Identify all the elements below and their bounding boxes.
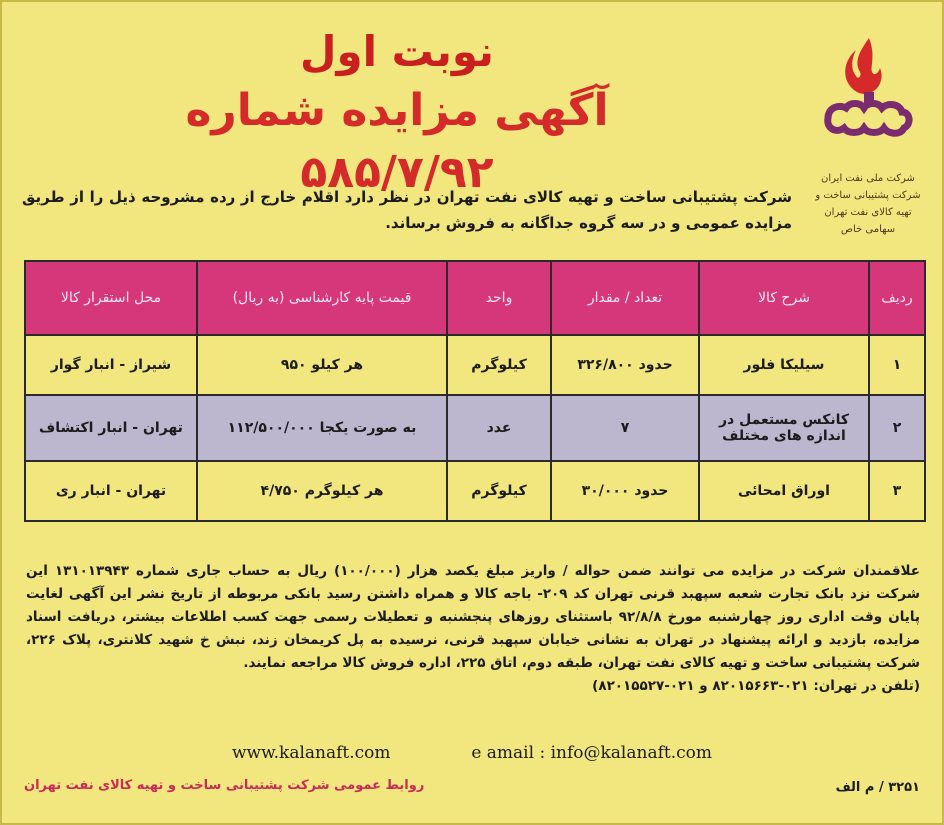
cell-description: سیلیکا فلور [699, 335, 869, 395]
intro-paragraph: شرکت پشتیبانی ساخت و تهیه کالای نفت تهران در نظر دارد اقلام خارج از رده مشروحه ذیل را از طریق مزایده عمومی و در سه گروه جداگانه به فروش برساند. [22, 188, 792, 232]
cell-description: کانکس مستعمل در اندازه های مختلف [699, 395, 869, 461]
header-row-number: ردیف [869, 261, 925, 335]
company-names [808, 170, 928, 238]
table-row [25, 395, 925, 461]
header-unit: واحد [447, 261, 551, 335]
cell-row-number: ۲ [869, 395, 925, 461]
cell-location: شیراز - انبار گوار [25, 335, 197, 395]
cell-base-price: هر کیلوگرم ۴/۷۵۰ [197, 461, 447, 521]
public-relations-signature: روابط عمومی شرکت پشتیبانی ساخت و تهیه کالای نفت تهران [24, 778, 425, 793]
header-description: شرح کالا [699, 261, 869, 335]
notice-code: ۳۲۵۱ / م الف [835, 780, 920, 795]
table-row [25, 335, 925, 395]
cell-quantity: حدود ۳۰/۰۰۰ [551, 461, 699, 521]
titles [132, 24, 662, 204]
cell-description: اوراق امحائی [699, 461, 869, 521]
contacts [232, 743, 712, 763]
header-base-price: قیمت پایه کارشناسی (به ریال) [197, 261, 447, 335]
cell-unit: کیلوگرم [447, 461, 551, 521]
items-table [24, 260, 926, 522]
company-name-line: سهامی خاص [840, 224, 896, 235]
header-quantity: تعداد / مقدار [551, 261, 699, 335]
cell-quantity: حدود ۳۲۶/۸۰۰ [551, 335, 699, 395]
company-name-line: شرکت پشتیبانی ساخت و [815, 190, 921, 201]
table-row [25, 461, 925, 521]
instructions-paragraph: علاقمندان شرکت در مزایده می توانند ضمن حواله / واریز مبلغ یکصد هزار (۱۰۰/۰۰۰) ریال به حساب جاری شماره ۱۳۱۰۱۳۹۴۳ این شرکت نزد بانک تجارت شعبه سپهبد قرنی تهران کد ۲۰۹- باجه کالا و همراه داشتن رسید بانکی مربوطه از تاریخ نشر این آگهی لغایت پایان وقت اداری روز چهارشنبه مورخ ۹۲/۸/۸ باستثنای روزهای پنجشنبه و تعطیلات رسمی جهت کسب اطلاعات بیشتر، دریافت اسناد مزایده، بازدید و ارائه پیشنهاد در تهران به نشانی خیابان سپهبد قرنی، نرسیده به پل کریمخان زند، نبش خ شهید کلانتری، پلاک ۲۲۶، شرکت پشتیبانی ساخت و تهیه کالای نفت تهران، طبقه دوم، اتاق ۲۲۵، اداره فروش کالا مراجعه نمایند. [26, 563, 921, 671]
cell-base-price: هر کیلو ۹۵۰ [197, 335, 447, 395]
email-link[interactable]: e amail : info@kalanaft.com [471, 743, 712, 763]
cell-quantity: ۷ [551, 395, 699, 461]
cell-unit: عدد [447, 395, 551, 461]
table-header-row [25, 261, 925, 335]
website-link[interactable]: www.kalanaft.com [232, 743, 391, 763]
title-round: نوبت اول [300, 27, 494, 76]
phone-numbers: (تلفن در تهران: ۰۲۱-۸۲۰۱۵۶۶۳ و ۰۲۱-۸۲۰۱۵۵۲۷) [592, 678, 920, 694]
flame-logo-icon [814, 32, 924, 142]
cell-row-number: ۱ [869, 335, 925, 395]
company-logo [814, 32, 924, 142]
cell-unit: کیلوگرم [447, 335, 551, 395]
cell-location: تهران - انبار ری [25, 461, 197, 521]
company-name-line: شرکت ملی نفت ایران [821, 173, 915, 184]
cell-row-number: ۳ [869, 461, 925, 521]
cell-base-price: به صورت یکجا ۱۱۲/۵۰۰/۰۰۰ [197, 395, 447, 461]
header-location: محل استقرار کالا [25, 261, 197, 335]
body-text [26, 560, 920, 698]
company-name-line: تهیه کالای نفت تهران [824, 207, 912, 218]
title-main: آگهی مزایده شماره ۵۸۵/۷/۹۲ [185, 85, 609, 198]
cell-location: تهران - انبار اکتشاف [25, 395, 197, 461]
